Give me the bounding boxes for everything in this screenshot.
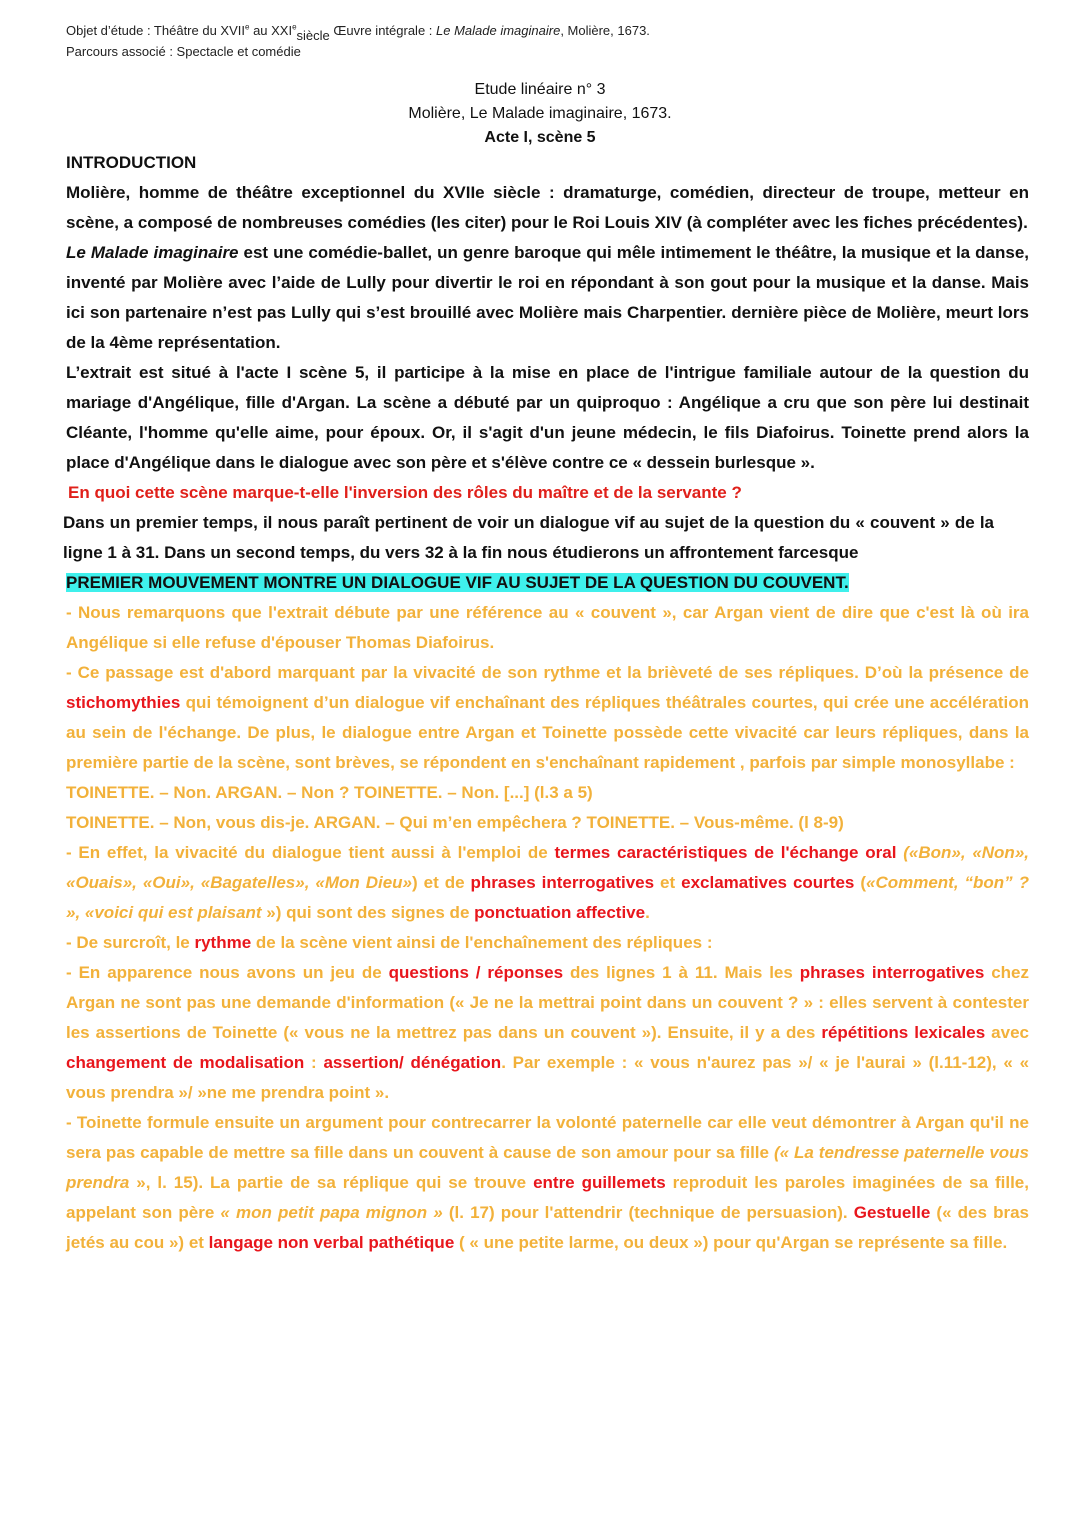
keyword: questions / réponses	[388, 963, 564, 982]
keyword: répétitions lexicales	[821, 1023, 986, 1042]
keyword: langage non verbal pathétique	[208, 1233, 455, 1252]
title-line-1: Etude linéaire n° 3	[474, 81, 606, 98]
work-title: Le Malade imaginaire	[66, 243, 239, 262]
keyword: exclamatives courtes	[681, 873, 855, 892]
keyword: stichomythies	[66, 693, 181, 712]
intro-paragraph-3: L’extrait est situé à l'acte I scène 5, il participe à la mise en place de l'intrigue familiale autour de la question du mariage d'Angélique, fille d'Argan. La scène a débuté par un quiproquo : Angélique a cru que son père lui destinait Cléante, l'homme qu'elle aime, pour époux. Or, il s'agit d'un jeune médecin, le fils Diafoirus. Toinette prend alors la place d'Angélique dans le dialogue avec son père et s'élève contre ce « dessein burlesque ».	[66, 363, 1029, 472]
bullet-2: - Ce passage est d'abord marquant par la vivacité de son rythme et la brièveté de ses répliques. D’où la présence de stichomythies qui témoignent d’un dialogue vif enchaînant des répliques théâtrales courtes, qui crée une accélération au sein de l'échange. De plus, le dialogue entre Argan et Toinette possède cette vivacité car leurs répliques, dans la première partie de la scène, sont brèves, se répondent en s'enchaînant rapidement , parfois par simple monosyllabe :	[66, 663, 1029, 772]
title-line-2: Molière, Le Malade imaginaire, 1673.	[408, 105, 672, 122]
problematic-question: En quoi cette scène marque-t-elle l'inversion des rôles du maître et de la servante ?	[68, 483, 742, 502]
keyword: changement de modalisation	[66, 1053, 305, 1072]
intro-paragraph-1: Molière, homme de théâtre exceptionnel du XVIIe siècle : dramaturge, comédien, directeur de troupe, metteur en scène, a composé de nombreuses comédies (les citer) pour le Roi Louis XIV (à compléter avec les fiches précédentes).	[66, 183, 1029, 232]
header-line-2: Parcours associé : Spectacle et comédie	[66, 44, 301, 59]
quote-2: TOINETTE. – Non, vous dis-je. ARGAN. – Qui m’en empêchera ? TOINETTE. – Vous-même. (l 8-9)	[66, 813, 844, 832]
bullet-3: - En effet, la vivacité du dialogue tient aussi à l'emploi de termes caractéristiques de l'échange oral («Bon», «Non», «Ouais», «Oui», «Bagatelles», «Mon Dieu») et de phrases interrogatives et exclamatives courtes («Comment, “bon” ? », «voici qui est plaisant ») qui sont des signes de ponctuation affective.	[66, 843, 1030, 922]
page-header	[66, 20, 650, 62]
quote-1: TOINETTE. – Non. ARGAN. – Non ? TOINETTE. – Non. [...] (l.3 a 5)	[66, 783, 593, 802]
intro-paragraph-2: Le Malade imaginaire est une comédie-ballet, un genre baroque qui mêle intimement le théâtre, la musique et la danse, inventé par Molière avec l’aide de Lully pour divertir le roi en répondant à son gout pour la musique et la danse. Mais ici son partenaire n’est pas Lully qui s’est brouillé avec Molière mais Charpentier. dernière pièce de Molière, meurt lors de la 4ème représentation.	[66, 243, 1029, 352]
section-heading	[66, 568, 1029, 598]
bullet-1: - Nous remarquons que l'extrait débute par une référence au « couvent », car Argan vient de dire que c'est là où ira Angélique si elle refuse d'épouser Thomas Diafoirus.	[66, 603, 1029, 652]
keyword: phrases interrogatives	[799, 963, 985, 982]
keyword: ponctuation affective	[474, 903, 646, 922]
keyword: termes caractéristiques de l'échange oral	[554, 843, 897, 862]
intro-heading: INTRODUCTION	[66, 153, 197, 172]
keyword: assertion/ dénégation	[323, 1053, 502, 1072]
document-title-block	[0, 78, 1080, 150]
keyword: phrases interrogatives	[470, 873, 655, 892]
title-line-3: Acte I, scène 5	[484, 129, 596, 146]
keyword: rythme	[194, 933, 252, 952]
keyword: Gestuelle	[853, 1203, 931, 1222]
document-body	[63, 148, 1030, 1258]
bullet-5: - En apparence nous avons un jeu de questions / réponses des lignes 1 à 11. Mais les phrases interrogatives chez Argan ne sont pas une demande d'information (« Je ne la mettrai point dans un couvent ? » : elles servent à contester les assertions de Toinette (« vous ne la mettrez pas dans un couvent »). Ensuite, il y a des répétitions lexicales avec changement de modalisation : assertion/ dénégation. Par exemple : « vous n'aurez pas »/ « je l'aurai » (l.11-12), « « vous prendra »/ »ne me prendra point ».	[66, 963, 1030, 1102]
plan-paragraph: Dans un premier temps, il nous paraît pertinent de voir un dialogue vif au sujet de la question du « couvent » de la ligne 1 à 31. Dans un second temps, du vers 32 à la fin nous étudierons un affrontement farcesque	[63, 513, 994, 562]
bullet-4: - De surcroît, le rythme de la scène vient ainsi de l'enchaînement des répliques :	[66, 933, 713, 952]
header-line-1: Objet d’étude : Théâtre du XVIIe au XXIesiècle Œuvre intégrale : Le Malade imaginaire, Molière, 1673.	[66, 22, 650, 43]
highlighted-heading: PREMIER MOUVEMENT MONTRE UN DIALOGUE VIF AU SUJET DE LA QUESTION DU COUVENT.	[66, 573, 849, 592]
bullet-6: - Toinette formule ensuite un argument pour contrecarrer la volonté paternelle car elle veut démontrer à Argan qu'il ne sera pas capable de mettre sa fille dans un couvent à cause de son amour pour sa fille (« La tendresse paternelle vous prendra », l. 15). La partie de sa réplique qui se trouve entre guillemets reproduit les paroles imaginées de sa fille, appelant son père « mon petit papa mignon » (l. 17) pour l'attendrir (technique de persuasion). Gestuelle (« des bras jetés au cou ») et langage non verbal pathétique ( « une petite larme, ou deux ») pour qu'Argan se représente sa fille.	[66, 1113, 1029, 1252]
keyword: entre guillemets	[533, 1173, 666, 1192]
